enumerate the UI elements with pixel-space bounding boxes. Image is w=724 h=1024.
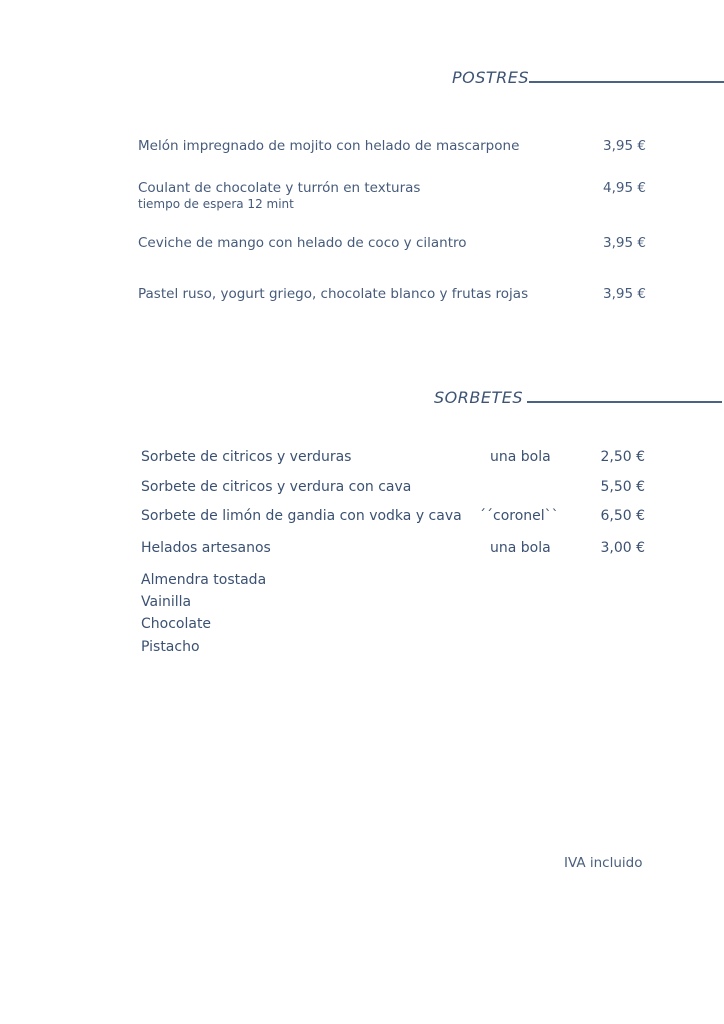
- sorbetes-rule: [527, 401, 722, 403]
- sorbete-item-note: una bola: [490, 540, 551, 556]
- sorbete-item-name: Sorbete de limón de gandia con vodka y cava: [141, 508, 462, 524]
- sorbete-item-name: Helados artesanos: [141, 540, 271, 556]
- sorbete-item-name: Sorbete de citricos y verduras: [141, 449, 352, 465]
- sorbete-item-price: 2,50 €: [600, 449, 645, 465]
- flavor-item: Vainilla: [141, 594, 192, 610]
- postre-item-note: tiempo de espera 12 mint: [138, 197, 294, 211]
- postre-item-name: Ceviche de mango con helado de coco y cilantro: [138, 235, 467, 251]
- sorbete-item-price: 5,50 €: [600, 479, 645, 495]
- flavor-item: Pistacho: [141, 639, 200, 655]
- postre-item-price: 3,95 €: [603, 286, 646, 302]
- postre-item-price: 3,95 €: [603, 235, 646, 251]
- postre-item-price: 3,95 €: [603, 138, 646, 154]
- postre-item-name: Coulant de chocolate y turrón en texturas: [138, 180, 421, 196]
- sorbete-item-price: 3,00 €: [600, 540, 645, 556]
- postres-heading: POSTRES: [452, 68, 530, 87]
- sorbete-item-note: una bola: [490, 449, 551, 465]
- tax-note: IVA incluido: [564, 855, 643, 871]
- sorbete-item-price: 6,50 €: [600, 508, 645, 524]
- sorbetes-heading: SORBETES: [434, 388, 523, 407]
- sorbete-item-note: ´´coronel``: [479, 508, 559, 524]
- postre-item-name: Pastel ruso, yogurt griego, chocolate blanco y frutas rojas: [138, 286, 529, 302]
- postre-item-name: Melón impregnado de mojito con helado de mascarpone: [138, 138, 520, 154]
- postre-item-price: 4,95 €: [603, 180, 646, 196]
- sorbete-item-name: Sorbete de citricos y verdura con cava: [141, 479, 412, 495]
- flavor-item: Almendra tostada: [141, 572, 267, 588]
- postres-rule: [529, 81, 724, 83]
- flavor-item: Chocolate: [141, 616, 212, 632]
